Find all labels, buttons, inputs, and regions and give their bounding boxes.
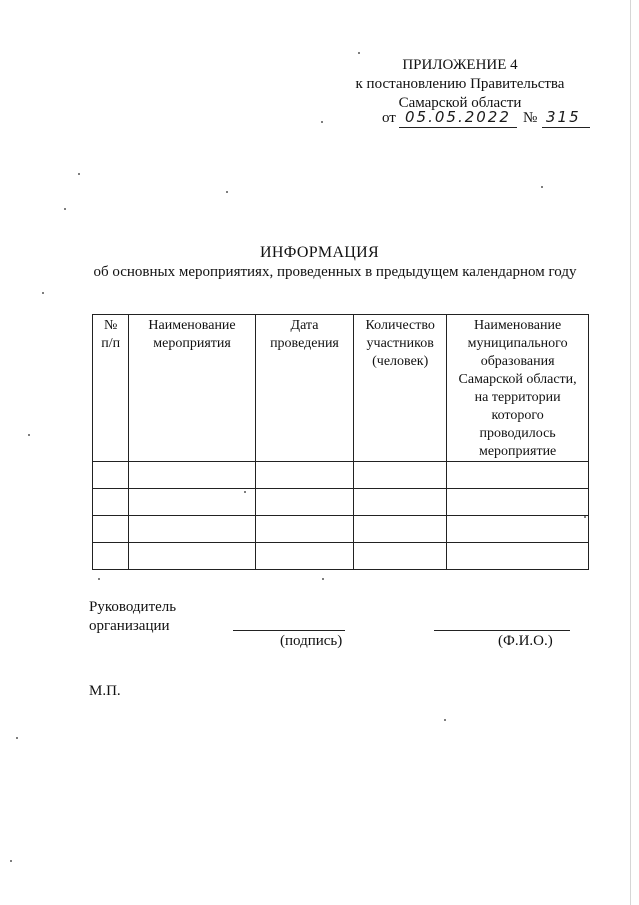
- events-table: [92, 314, 589, 570]
- full-name-line: [434, 630, 570, 631]
- table-cell: [93, 489, 129, 516]
- table-cell: [255, 462, 353, 489]
- document-title: ИНФОРМАЦИЯ: [260, 244, 379, 261]
- header-event-name: [129, 315, 256, 462]
- table-row: [93, 489, 589, 516]
- header-line: муниципального: [467, 336, 568, 351]
- header-municipality: [447, 315, 589, 462]
- appendix-title: ПРИЛОЖЕНИЕ 4: [402, 57, 518, 73]
- header-line: проведения: [270, 336, 339, 351]
- header-line: №: [103, 318, 118, 333]
- header-line: Наименование: [474, 318, 562, 333]
- table-cell: [447, 489, 589, 516]
- header-line: мероприятие: [478, 444, 557, 459]
- header-date: [255, 315, 353, 462]
- number-label: №: [523, 110, 538, 126]
- date-field: [399, 107, 517, 128]
- scan-speck: [584, 516, 586, 518]
- head-label-line2: организации: [89, 618, 170, 634]
- header-line: на территории: [474, 390, 561, 405]
- header-line: образования: [480, 354, 555, 369]
- table-cell: [354, 462, 447, 489]
- table-cell: [93, 516, 129, 543]
- table-cell: [447, 543, 589, 570]
- handwritten-date: 05.05.2022: [405, 108, 511, 126]
- table-cell: [255, 516, 353, 543]
- scan-speck: [358, 52, 360, 54]
- signature-caption: (подпись): [280, 633, 343, 649]
- scan-speck: [541, 186, 543, 188]
- table-cell: [354, 543, 447, 570]
- header-line: Дата: [290, 318, 319, 333]
- scan-speck: [64, 208, 66, 210]
- table-cell: [129, 462, 256, 489]
- scan-speck: [78, 173, 80, 175]
- header-line: Самарской области,: [458, 372, 577, 387]
- header-line: мероприятия: [153, 336, 231, 351]
- table-row: [93, 543, 589, 570]
- seal-label: М.П.: [89, 683, 121, 699]
- number-field: [542, 107, 590, 128]
- header-line: проводилось: [479, 426, 556, 441]
- table-cell: [129, 516, 256, 543]
- scan-speck: [444, 719, 446, 721]
- table-cell: [129, 489, 256, 516]
- table-cell: [255, 543, 353, 570]
- header-line: (человек): [372, 354, 429, 369]
- table-cell: [93, 462, 129, 489]
- scan-speck: [98, 578, 100, 580]
- table-cell: [93, 543, 129, 570]
- scan-speck: [226, 191, 228, 193]
- full-name-caption: (Ф.И.О.): [498, 633, 553, 649]
- header-participants: [354, 315, 447, 462]
- scan-speck: [16, 737, 18, 739]
- header-line: участников: [366, 336, 434, 351]
- header-line: которого: [491, 408, 544, 423]
- head-label-line1: Руководитель: [89, 599, 177, 615]
- table-cell: [255, 489, 353, 516]
- header-number: [93, 315, 129, 462]
- scan-speck: [10, 860, 12, 862]
- header-line: п/п: [101, 336, 121, 351]
- header-line: Наименование: [148, 318, 236, 333]
- table-row: [93, 516, 589, 543]
- table-cell: [129, 543, 256, 570]
- scan-speck: [321, 121, 323, 123]
- table-header-row: [93, 315, 589, 462]
- document-subtitle: об основных мероприятиях, проведенных в предыдущем календарном году: [93, 264, 577, 280]
- handwritten-number: 315: [546, 108, 581, 126]
- signature-line: [233, 630, 345, 631]
- scan-speck: [28, 434, 30, 436]
- table-cell: [447, 462, 589, 489]
- scan-speck: [322, 578, 324, 580]
- table-cell: [354, 489, 447, 516]
- appendix-resolution: к постановлению Правительства: [355, 76, 565, 92]
- header-line: Количество: [365, 318, 435, 333]
- table-cell: [354, 516, 447, 543]
- table-row: [93, 462, 589, 489]
- appendix-region: Самарской области: [398, 95, 522, 111]
- scan-speck: [42, 292, 44, 294]
- table-cell: [447, 516, 589, 543]
- from-label: от: [382, 110, 396, 126]
- scan-speck: [244, 491, 246, 493]
- scan-edge: [630, 0, 631, 905]
- resolution-date-line: [382, 110, 592, 132]
- head-of-organization-label: [89, 598, 176, 636]
